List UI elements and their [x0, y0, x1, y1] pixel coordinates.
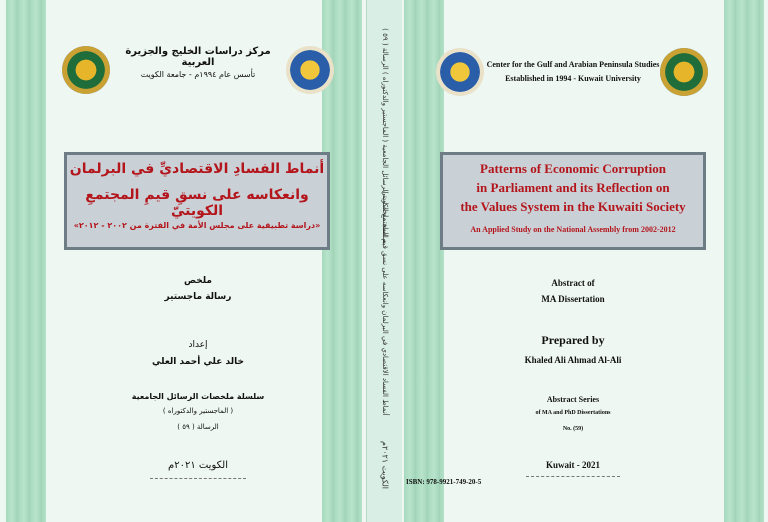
series-no-ar: الرسالة ( ٥٩ )	[177, 423, 219, 431]
gulf-emblem-icon	[660, 48, 708, 96]
front-cover	[402, 0, 768, 522]
divider-rule	[526, 476, 620, 477]
title-box-ar	[64, 152, 330, 250]
center-name-ar: مركز دراسات الخليج والجزيرة العربية	[125, 46, 271, 68]
series-type-ar: ( الماجستير والدكتوراه )	[162, 407, 234, 415]
decorative-strip-right	[724, 0, 764, 522]
abstract-label-ar: ملخص	[183, 276, 212, 286]
title-box-en	[440, 152, 706, 250]
university-emblem-icon	[436, 48, 484, 96]
author-ar: خالد علي أحمد العلي	[152, 357, 244, 367]
series-name-ar: سلسلة ملخصات الرسائل الجامعية	[131, 392, 265, 401]
title-line2-ar: وانعكاسه على نسقِ قيمِ المجتمعِ الكويتيّ	[85, 187, 309, 219]
title-line3-en: the Values System in the Kuwaiti Society	[460, 199, 686, 214]
center-founded-ar: تأسس عام ١٩٩٤م - جامعة الكويت	[140, 70, 256, 79]
subtitle-en: An Applied Study on the National Assembly from 2002-2012	[470, 225, 676, 234]
back-cover	[0, 0, 366, 522]
title-line1-ar: أنماط الفسادِ الاقتصاديِّ في البرلمان	[69, 161, 325, 177]
place-year-ar: الكويت ٢٠٢١م	[168, 460, 228, 471]
abstract-of: Abstract of	[551, 278, 595, 288]
gulf-emblem-icon	[62, 46, 110, 94]
series-no-en: No. (59)	[562, 426, 584, 432]
title-line2-en: in Parliament and its Reflection on	[476, 180, 670, 195]
isbn: ISBN: 978-9921-749-20-5	[406, 478, 482, 486]
series-type-en: of MA and PhD Dissertations	[535, 410, 611, 416]
decorative-strip-left	[6, 0, 46, 522]
university-emblem-icon	[286, 46, 334, 94]
prepared-label-ar: إعداد	[188, 340, 208, 350]
center-founded-en: Established in 1994 - Kuwait University	[505, 74, 641, 83]
center-name-en: Center for the Gulf and Arabian Peninsula Studies	[486, 60, 660, 69]
dissertation-type: MA Dissertation	[541, 294, 605, 304]
spine-title: أنماط الفساد الاقتصادي في البرلمان وانعكاسه على نسق قيم المجتمع الكويتي	[381, 189, 389, 416]
place-year-en: Kuwait - 2021	[546, 460, 600, 470]
subtitle-ar: «دراسة تطبيقية على مجلس الأمة في الفترة من ٢٠٠٢ - ٢٠١٢»	[73, 221, 321, 230]
spine	[366, 0, 404, 522]
title-line1-en: Patterns of Economic Corruption	[480, 161, 666, 176]
series-name-en: Abstract Series	[546, 395, 600, 404]
dissertation-label-ar: رسالة ماجستير	[164, 292, 232, 302]
author-en: Khaled Ali Ahmad Al-Ali	[524, 355, 622, 365]
prepared-by: Prepared by	[541, 333, 605, 347]
spine-series: سلسلة ملخصات الرسائل الجامعية ( الماجستير والدكتوراه ) الرسالة ( ٥٩ )	[381, 27, 389, 244]
divider-rule	[150, 478, 246, 479]
spine-place-year: الكويت ٢٠٢١م	[380, 440, 390, 489]
